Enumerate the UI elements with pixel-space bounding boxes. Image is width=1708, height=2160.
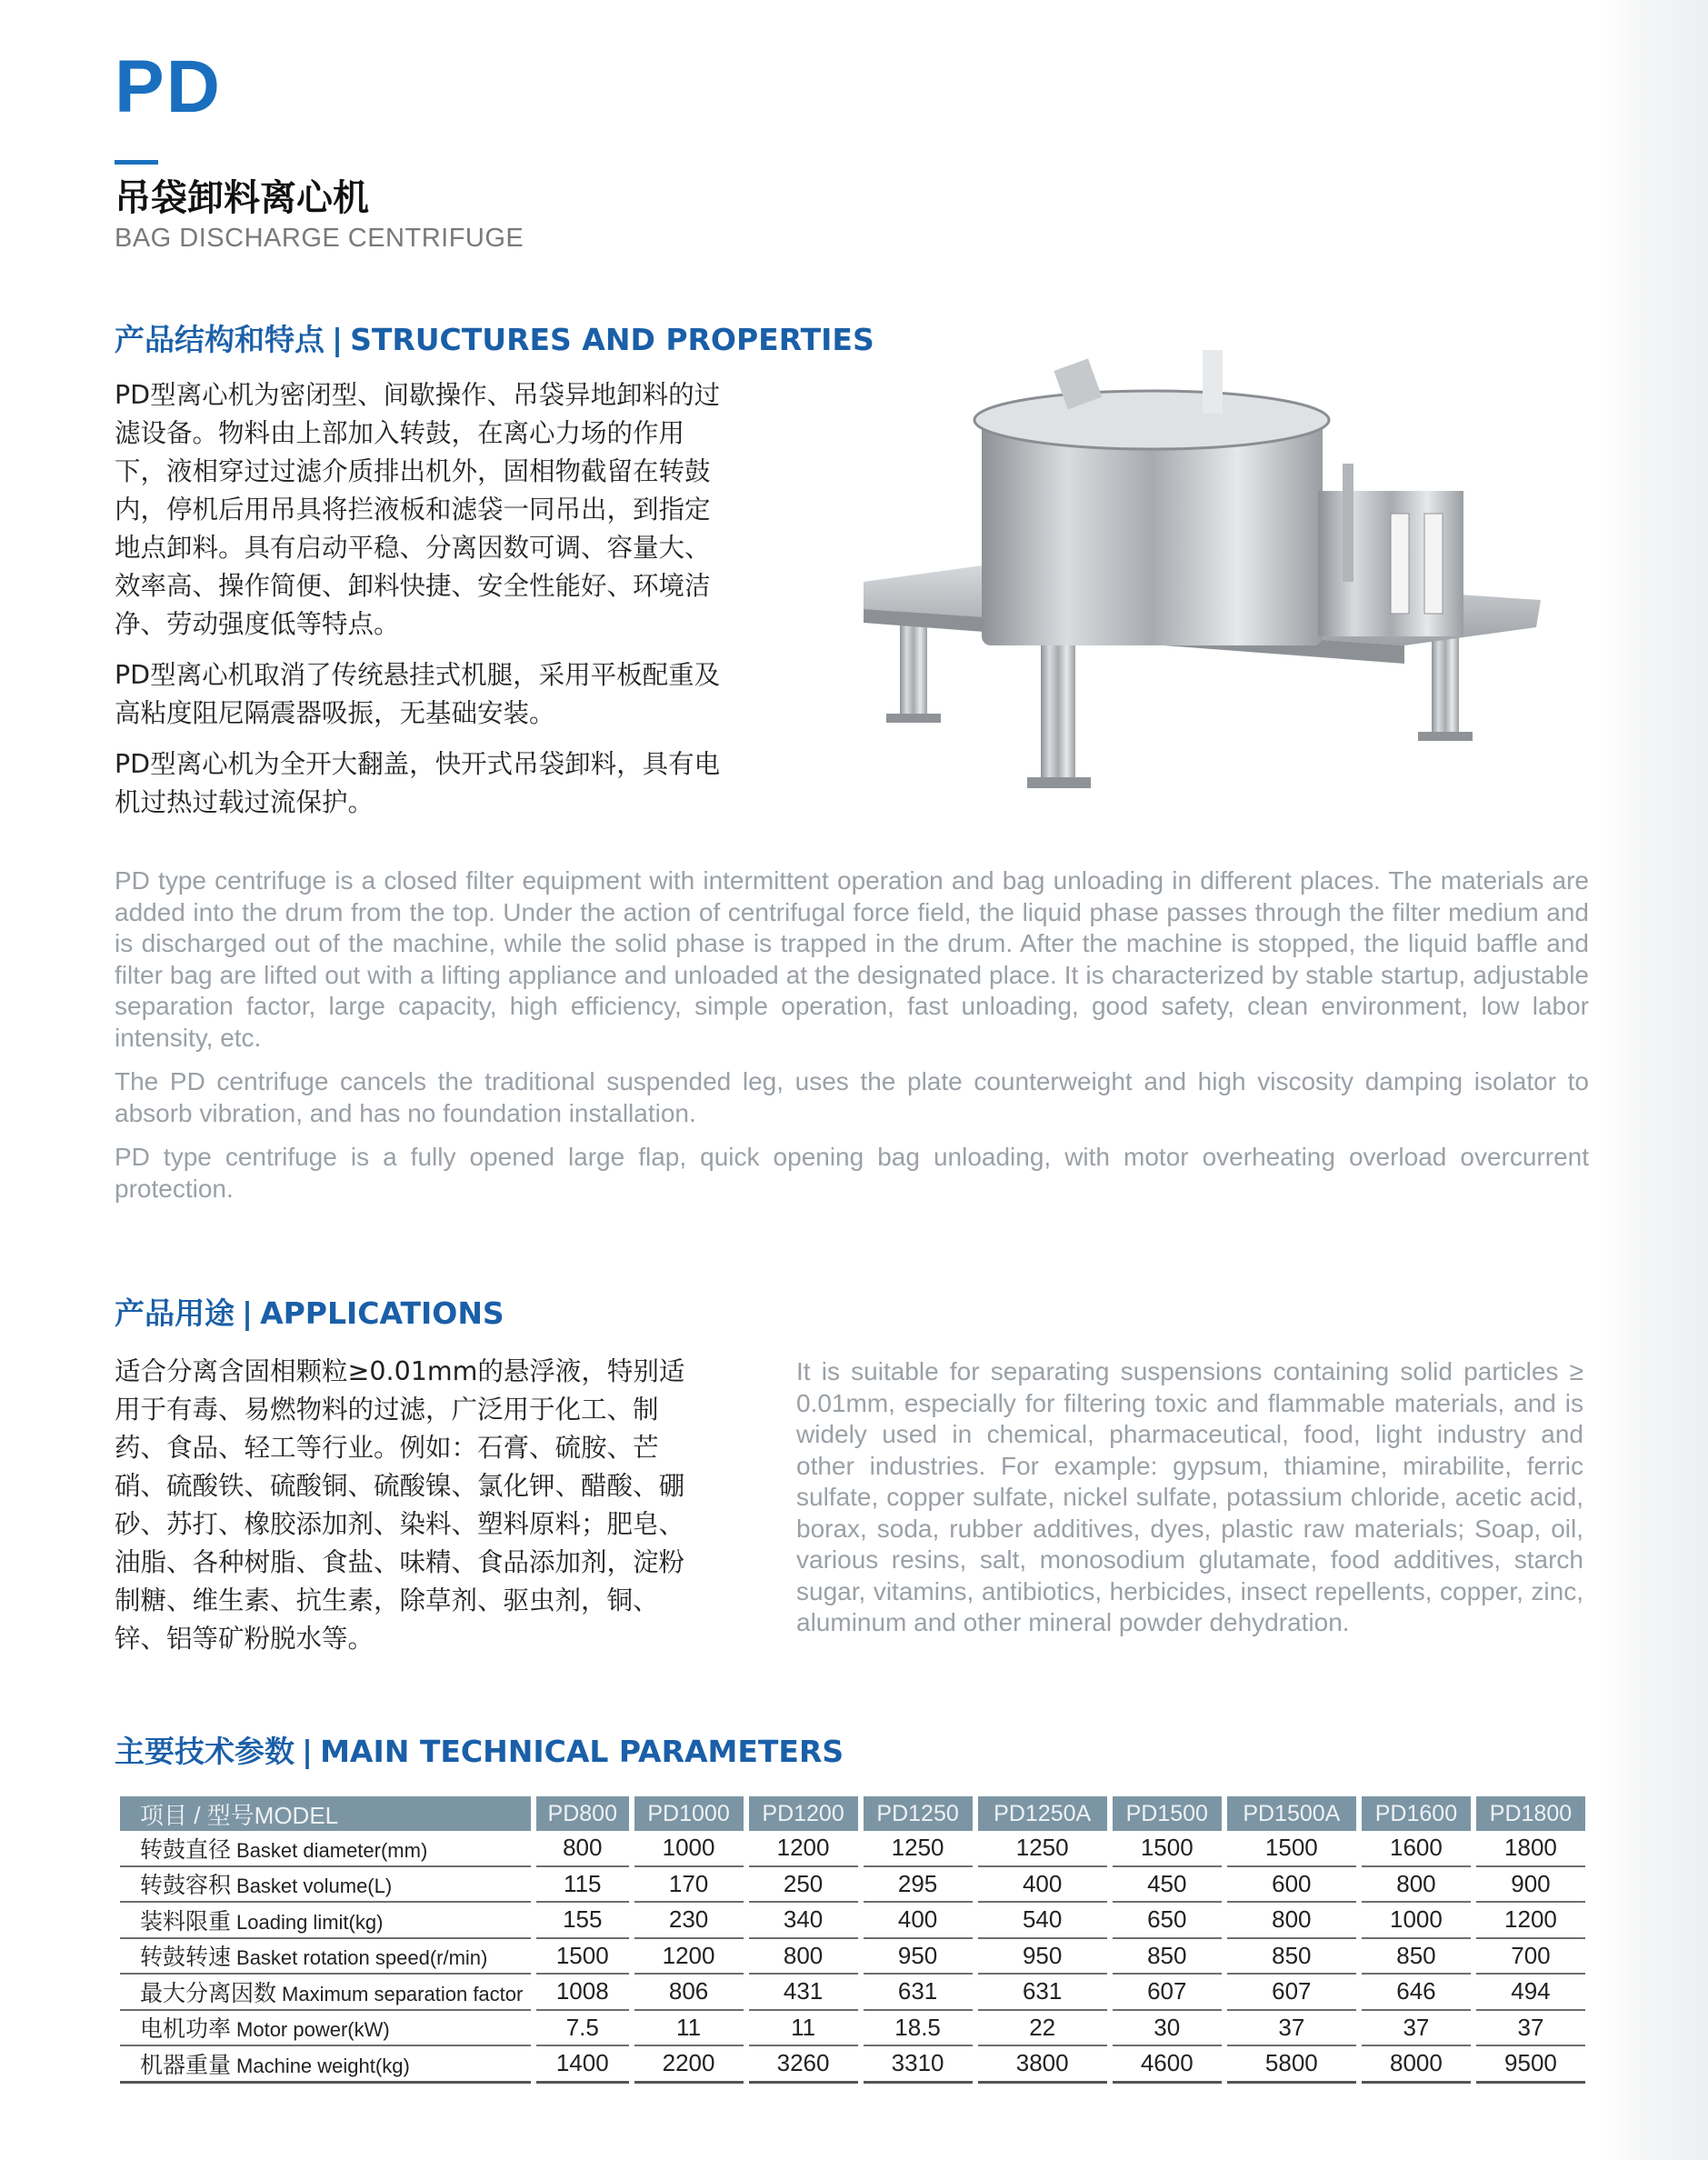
table-cell: 1008	[536, 1975, 629, 2011]
table-cell: 3260	[749, 2046, 858, 2084]
drum	[982, 418, 1323, 645]
table-cell: 700	[1476, 1939, 1585, 1975]
row-label-cn: 转鼓容积	[140, 1873, 232, 1899]
row-label	[120, 1939, 531, 1975]
table-cell: 22	[978, 2011, 1107, 2047]
table-cell: 3310	[864, 2046, 973, 2084]
page-edge-shade	[1599, 0, 1708, 2160]
heading-en: MAIN TECHNICAL PARAMETERS	[320, 1734, 844, 1769]
heading-separator: |	[302, 1734, 314, 1769]
model-column-header: PD1600	[1362, 1796, 1471, 1831]
table-cell: 1250	[978, 1831, 1107, 1867]
table-cell: 800	[1227, 1903, 1356, 1939]
row-label	[120, 1975, 531, 2011]
heading-cn: 产品结构和特点	[115, 322, 325, 357]
section-heading-applications	[115, 1295, 504, 1331]
leg	[1041, 645, 1075, 782]
row-label-en: Motor power(kW)	[236, 2018, 390, 2042]
heading-en: APPLICATIONS	[260, 1295, 504, 1331]
table-cell: 1200	[1476, 1903, 1585, 1939]
table-cell: 170	[634, 1867, 744, 1904]
structures-paragraph-en: PD type centrifuge is a fully opened large flap, quick opening bag unloading, with motor overheating overload overcurrent protection.	[115, 1143, 1589, 1203]
model-column-header: PD1500A	[1227, 1796, 1356, 1831]
table-cell: 800	[536, 1831, 629, 1867]
table-header-row	[120, 1796, 1585, 1831]
table-cell: 1000	[634, 1831, 744, 1867]
table-cell: 800	[749, 1939, 858, 1975]
row-label-cn: 最大分离因数	[140, 1980, 277, 2006]
table-cell: 37	[1362, 2011, 1471, 2047]
table-cell: 1200	[749, 1831, 858, 1867]
table-cell: 900	[1476, 1867, 1585, 1904]
table-cell: 650	[1113, 1903, 1222, 1939]
table-cell: 1600	[1362, 1831, 1471, 1867]
heading-separator: |	[242, 1295, 254, 1331]
table-cell: 646	[1362, 1975, 1471, 2011]
structures-paragraph-en: The PD centrifuge cancels the traditional suspended leg, uses the plate counterweight and high viscosity damping isolator to absorb vibration, and has no foundation installation.	[115, 1067, 1589, 1127]
table-cell: 1500	[536, 1939, 629, 1975]
row-label	[120, 1831, 531, 1867]
table-cell: 1500	[1227, 1831, 1356, 1867]
table-body	[120, 1831, 1585, 2084]
row-label-en: Machine weight(kg)	[236, 2054, 410, 2077]
structures-paragraph-en: PD type centrifuge is a closed filter equipment with intermittent operation and bag unloading in different places. The materials are added into the drum from the top. Under the action of centrifugal force field, the liquid phase passes through the filter medium and is discharged out of the machine, while the solid phase is trapped in the drum. After the machine is stopped, the liquid baffle and filter bag are lifted out with a lifting appliance and unloaded at the designated place. It is characterized by stable startup, adjustable separation factor, large capacity, high efficiency, simple operation, fast unloading, good safety, clean environment, low labor intensity, etc.	[115, 866, 1589, 1052]
structures-text-cn	[115, 376, 724, 835]
table-cell: 5800	[1227, 2046, 1356, 2084]
model-column-header: PD1250	[864, 1796, 973, 1831]
table-header-label: 项目 / 型号MODEL	[120, 1796, 531, 1831]
row-label-cn: 转鼓直径	[140, 1836, 232, 1863]
table-cell: 1800	[1476, 1831, 1585, 1867]
row-label-en: Basket rotation speed(r/min)	[236, 1946, 488, 1970]
table-cell: 37	[1476, 2011, 1585, 2047]
table-cell: 850	[1113, 1939, 1222, 1975]
table-cell: 607	[1227, 1975, 1356, 2011]
table-row	[120, 1939, 1585, 1975]
row-label-cn: 装料限重	[140, 1908, 232, 1935]
table-cell: 11	[749, 2011, 858, 2047]
row-label-cn: 电机功率	[140, 2016, 232, 2043]
row-label	[120, 1903, 531, 1939]
table-cell: 155	[536, 1903, 629, 1939]
table-row	[120, 2046, 1585, 2084]
row-label	[120, 2011, 531, 2047]
table-cell: 850	[1227, 1939, 1356, 1975]
table-cell: 295	[864, 1867, 973, 1904]
table-row	[120, 1903, 1585, 1939]
product-code: PD	[115, 45, 222, 128]
table-cell: 18.5	[864, 2011, 973, 2047]
table-cell: 1000	[1362, 1903, 1471, 1939]
table-cell: 494	[1476, 1975, 1585, 2011]
applications-text-en	[796, 1356, 1583, 1652]
table-cell: 1400	[536, 2046, 629, 2084]
table-cell: 230	[634, 1903, 744, 1939]
centrifuge-machine-image	[859, 345, 1550, 800]
table-cell: 540	[978, 1903, 1107, 1939]
row-label-cn: 转鼓转速	[140, 1945, 232, 1971]
table-row	[120, 1831, 1585, 1867]
structures-paragraph-cn: PD型离心机取消了传统悬挂式机腿，采用平板配重及高粘度阻尼隔震器吸振，无基础安装。	[115, 660, 721, 728]
row-label-en: Loading limit(kg)	[236, 1910, 384, 1934]
accent-rule	[115, 160, 158, 165]
row-label-en: Basket volume(L)	[236, 1875, 393, 1898]
product-title-cn: 吊袋卸料离心机	[115, 177, 369, 219]
heading-en: STRUCTURES AND PROPERTIES	[350, 322, 874, 357]
table-cell: 631	[864, 1975, 973, 2011]
table-cell: 340	[749, 1903, 858, 1939]
table-cell: 950	[864, 1939, 973, 1975]
heading-cn: 主要技术参数	[115, 1734, 295, 1769]
section-heading-structures	[115, 322, 874, 357]
table-cell: 3800	[978, 2046, 1107, 2084]
model-column-header: PD1250A	[978, 1796, 1107, 1831]
row-label-en: Maximum separation factor	[282, 1982, 524, 2005]
row-label-cn: 机器重量	[140, 2052, 232, 2078]
model-column-header: PD1000	[634, 1796, 744, 1831]
row-label	[120, 2046, 531, 2084]
table-cell: 431	[749, 1975, 858, 2011]
model-column-header: PD800	[536, 1796, 629, 1831]
table-cell: 800	[1362, 1867, 1471, 1904]
model-column-header: PD1800	[1476, 1796, 1585, 1831]
table-cell: 8000	[1362, 2046, 1471, 2084]
technical-parameters-table	[115, 1796, 1591, 2084]
table-cell: 2200	[634, 2046, 744, 2084]
table-cell: 1250	[864, 1831, 973, 1867]
table-cell: 806	[634, 1975, 744, 2011]
table-row	[120, 2011, 1585, 2047]
table-cell: 30	[1113, 2011, 1222, 2047]
product-title-en: BAG DISCHARGE CENTRIFUGE	[115, 224, 524, 253]
table-cell: 250	[749, 1867, 858, 1904]
table-cell: 400	[864, 1903, 973, 1939]
table-cell: 607	[1113, 1975, 1222, 2011]
structures-text-en	[115, 865, 1589, 1217]
table-cell: 11	[634, 2011, 744, 2047]
row-label	[120, 1867, 531, 1904]
table-cell: 600	[1227, 1867, 1356, 1904]
model-column-header: PD1500	[1113, 1796, 1222, 1831]
table-row	[120, 1867, 1585, 1904]
section-heading-parameters	[115, 1734, 844, 1769]
table-cell: 115	[536, 1867, 629, 1904]
heading-separator: |	[332, 322, 344, 357]
heading-cn: 产品用途	[115, 1295, 235, 1331]
row-label-en: Basket diameter(mm)	[236, 1838, 428, 1862]
table-cell: 4600	[1113, 2046, 1222, 2084]
table-cell: 7.5	[536, 2011, 629, 2047]
applications-paragraph-en: It is suitable for separating suspensions containing solid particles ≥ 0.01mm, especially for filtering toxic and flammable materials, and is widely used in chemical, pharmaceutical, food, light industry and other industries. For example: gypsum, thiamine, mirabilite, ferric sulfate, copper sulfate, nickel sulfate, potassium chloride, acetic acid, borax, soda, rubber additives, dyes, plastic raw materials; Soap, oil, various resins, salt, monosodium glutamate, food additives, starch sugar, vitamins, antibiotics, herbicides, insect repellents, copper, zinc, aluminum and other mineral powder dehydration.	[796, 1357, 1583, 1636]
table-cell: 1500	[1113, 1831, 1222, 1867]
model-column-header: PD1200	[749, 1796, 858, 1831]
applications-text-cn	[115, 1353, 710, 1671]
table-cell: 631	[978, 1975, 1107, 2011]
applications-paragraph-cn: 适合分离含固相颗粒≥0.01mm的悬浮液，特别适用于有毒、易燃物料的过滤，广泛用于化工、制药、食品、轻工等行业。例如：石膏、硫胺、芒硝、硫酸铁、硫酸铜、硫酸镍、氯化钾、醋酸、硼砂、苏打、橡胶添加剂、染料、塑料原料；肥皂、油脂、各种树脂、食盐、味精、食品添加剂，淀粉制糖、维生素、抗生素，除草剂、驱虫剂，铜、锌、铝等矿粉脱水等。	[115, 1356, 685, 1654]
table-row	[120, 1975, 1585, 2011]
structures-paragraph-cn: PD型离心机为密闭型、间歇操作、吊袋异地卸料的过滤设备。物料由上部加入转鼓，在离心力场的作用下，液相穿过过滤介质排出机外，固相物截留在转鼓内，停机后用吊具将拦液板和滤袋一同吊出，到指定地点卸料。具有启动平稳、分离因数可调、容量大、效率高、操作简便、卸料快捷、安全性能好、环境洁净、劳动强度低等特点。	[115, 380, 721, 639]
table-cell: 1200	[634, 1939, 744, 1975]
table-cell: 400	[978, 1867, 1107, 1904]
table-cell: 950	[978, 1939, 1107, 1975]
table-cell: 450	[1113, 1867, 1222, 1904]
table-cell: 9500	[1476, 2046, 1585, 2084]
table-cell: 850	[1362, 1939, 1471, 1975]
table-cell: 37	[1227, 2011, 1356, 2047]
structures-paragraph-cn: PD型离心机为全开大翻盖，快开式吊袋卸料，具有电机过热过载过流保护。	[115, 749, 721, 817]
